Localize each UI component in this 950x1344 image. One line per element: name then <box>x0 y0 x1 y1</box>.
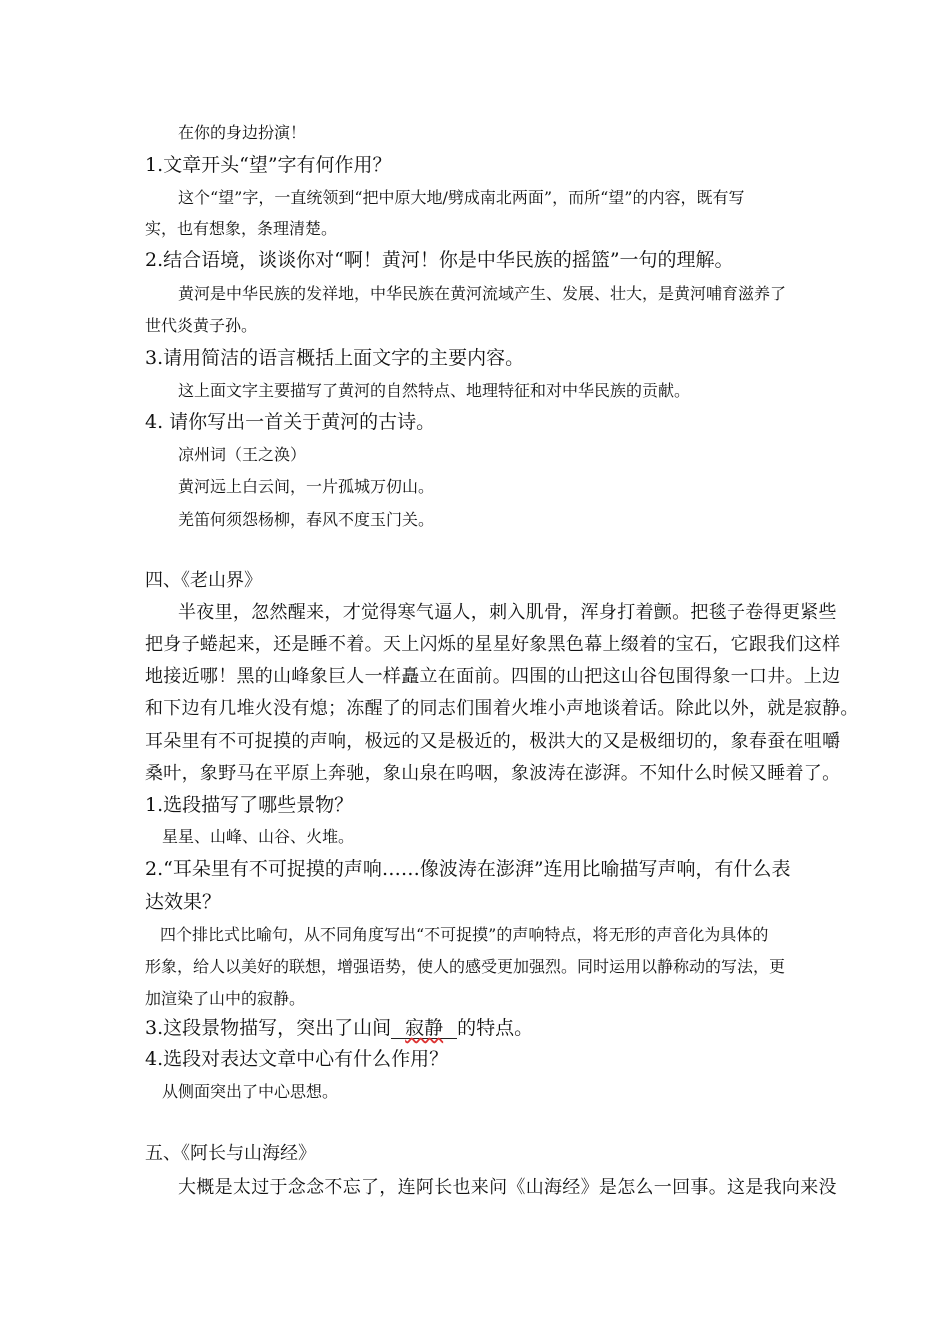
passage-line: 和下边有几堆火没有熄；冻醒了的同志们围着火堆小声地谈着话。除此以外，就是寂静。 <box>145 698 859 719</box>
s4-question-3 <box>145 1019 533 1039</box>
s4-answer-2-line-2: 形象，给人以美好的联想，增强语势，使人的感受更加强烈。同时运用以静称动的写法，更 <box>145 957 786 976</box>
s4-question-3-prefix: 3.这段景物描写，突出了山间 <box>145 1017 392 1039</box>
answer-2-line-1: 黄河是中华民族的发祥地，中华民族在黄河流域产生、发展、壮大，是黄河哺育滋养了 <box>178 284 787 303</box>
s4-question-2-line-1: 2.“耳朵里有不可捉摸的声响……像波涛在澎湃”连用比喻描写声响，有什么表 <box>145 858 791 880</box>
s4-answer-1: 星星、山峰、山谷、火堆。 <box>162 827 355 846</box>
section-5-passage-line: 大概是太过于念念不忘了，连阿长也来问《山海经》是怎么一回事。这是我向来没 <box>178 1177 837 1198</box>
s4-question-4: 4.选段对表达文章中心有什么作用？ <box>145 1048 449 1070</box>
blank-answer: 寂静 <box>405 1017 444 1039</box>
s4-question-1: 1.选段描写了哪些景物？ <box>145 794 354 816</box>
passage-line: 桑叶，象野马在平原上奔驰，象山泉在呜咽，象波涛在澎湃。不知什么时候又睡着了。 <box>145 763 841 784</box>
s4-question-3-suffix: 的特点。 <box>457 1017 534 1039</box>
poem-title: 凉州词（王之涣） <box>178 445 307 464</box>
poem-line-2: 羌笛何须怨杨柳，春风不度玉门关。 <box>178 510 435 529</box>
fill-in-blank <box>391 1019 457 1039</box>
poem-tail-line: 在你的身边扮演！ <box>178 123 307 142</box>
section-5-heading: 五、《阿长与山海经》 <box>145 1143 316 1164</box>
passage-line: 耳朵里有不可捉摸的声响，极远的又是极近的，极洪大的又是极细切的，象春蚕在咀嚼 <box>145 731 841 752</box>
s4-answer-2-line-1: 四个排比式比喻句，从不同角度写出“不可捉摸”的声响特点，将无形的声音化为具体的 <box>160 925 769 944</box>
question-4: 4. 请你写出一首关于黄河的古诗。 <box>145 411 436 433</box>
s4-question-2-line-2: 达效果？ <box>145 891 222 913</box>
answer-2-line-2: 世代炎黄子孙。 <box>145 316 258 335</box>
s4-answer-2-line-3: 加渲染了山中的寂静。 <box>145 989 306 1008</box>
question-2: 2.结合语境，谈谈你对“啊！黄河！你是中华民族的摇篮”一句的理解。 <box>145 249 734 271</box>
passage-line: 地接近哪！黑的山峰象巨人一样矗立在面前。四围的山把这山谷包围得象一口井。上边 <box>145 666 841 687</box>
passage-line: 把身子蜷起来，还是睡不着。天上闪烁的星星好象黑色幕上缀着的宝石，它跟我们这样 <box>145 634 841 655</box>
answer-1-line-1: 这个“望”字，一直统领到“把中原大地/劈成南北两面”，而所“望”的内容，既有写 <box>178 188 745 207</box>
question-1: 1.文章开头“望”字有何作用？ <box>145 154 392 176</box>
passage-line: 半夜里，忽然醒来，才觉得寒气逼人，刺入肌骨，浑身打着颤。把毯子卷得更紧些 <box>178 602 837 623</box>
s4-answer-4: 从侧面突出了中心思想。 <box>162 1082 339 1101</box>
poem-line-1: 黄河远上白云间，一片孤城万仞山。 <box>178 477 435 496</box>
question-3: 3.请用简洁的语言概括上面文字的主要内容。 <box>145 347 525 369</box>
answer-3: 这上面文字主要描写了黄河的自然特点、地理特征和对中华民族的贡献。 <box>178 381 691 400</box>
answer-1-line-2: 实，也有想象，条理清楚。 <box>145 219 338 238</box>
section-4-heading: 四、《老山界》 <box>145 570 262 591</box>
